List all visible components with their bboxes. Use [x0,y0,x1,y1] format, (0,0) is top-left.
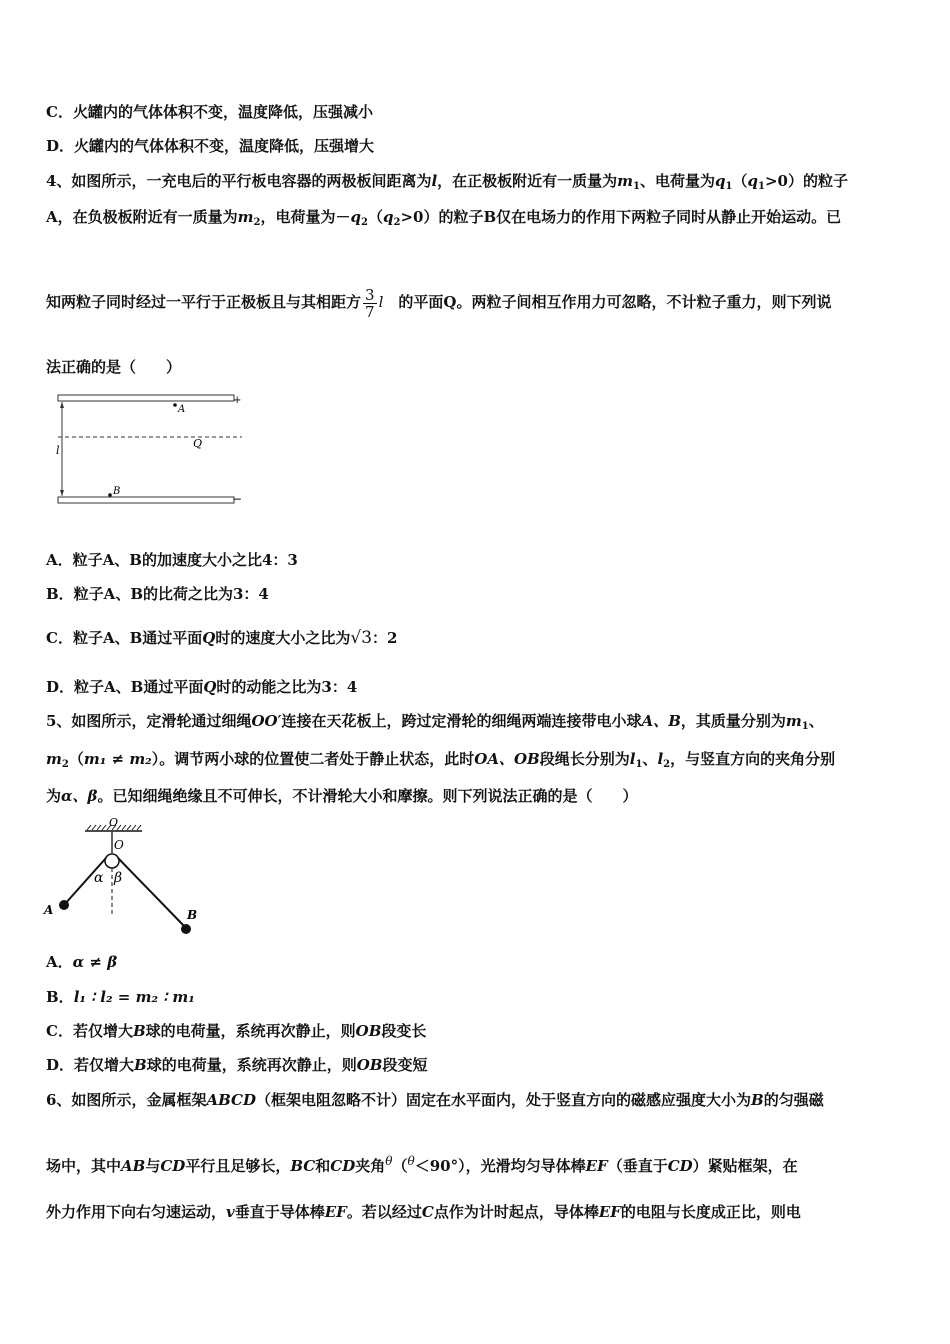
capacitor-figure [50,390,250,515]
plane-q-label: Q [193,437,203,450]
distance-label: l [56,444,60,457]
negative-plate [58,497,234,503]
particle-a [173,403,177,407]
q5-stem-line2: $m_2(m_1 \ne m_2)$。调节两小球的位置使二者处于静止状态，此时OA、OB段绳长分别为$l_1$、$l_2$，与竖直方向的夹角分别 [46,750,836,770]
q4-option-a: A．粒子A、B的加速度大小之比4：3 [46,551,298,569]
q6-stem-line2: 场中，其中AB与CD平行且足够长，BC和CD夹角$^\theta$（$^\theta$＜90°），光滑均匀导体棒EF（垂直于CD）紧贴框架，在 [46,1154,798,1175]
pulley-figure [40,815,210,940]
alpha-label: α [94,870,104,886]
o-top-label: O [109,816,119,829]
q4-stem-line3: 知两粒子同时经过一平行于正极板且与其相距方 $\frac{3}{7}$ l 的平面Q。两粒子间相互作用力可忽略，不计粒子重力，则下列说 [46,285,832,321]
fraction-3-7: $\frac{3}{7}$ [365,285,375,321]
arrow-down-head [60,490,64,496]
pulley [105,854,119,868]
q5-option-d: D．若仅增大B球的电荷量，系统再次静止，则OB段变短 [46,1056,428,1074]
particle-b-label: B [113,486,121,497]
q4-stem-line4: 法正确的是（ ） [46,358,182,376]
q3-option-d: D．火罐内的气体体积不变，温度降低，压强增大 [46,137,375,155]
q5-stem-line3: 为α、β。已知细绳绝缘且不可伸长，不计滑轮大小和摩擦。则下列说法正确的是（ ） [46,787,638,805]
q4-stem-line2: A，在负极板附近有一质量为$m_2$，电荷量为$-q_2(q_2>0)$的粒子B仅在电场力的作用下两粒子同时从静止开始运动。已 [46,208,842,228]
q4-option-b: B．粒子A、B的比荷之比为3：4 [46,585,269,603]
ball-b-label: B [187,908,198,922]
ball-b [181,924,191,934]
particle-a-label: A [178,404,186,415]
negative-sign: − [232,492,243,506]
rope-ob [118,858,186,928]
ball-a-label: A [44,903,54,917]
positive-plate [58,395,234,401]
beta-label: β [114,870,123,886]
q6-stem-line3: 外力作用下向右匀速运动，v垂直于导体棒EF。若以经过C点作为计时起点，导体棒EF的电阻与长度成正比，则电 [46,1203,801,1221]
o-pulley-label: O [114,838,124,852]
q5-option-a: A．α ≠ β [46,953,118,971]
q4-option-c: C．粒子A、B通过平面Q时的速度大小之比为√3：2 [46,628,398,648]
q4-option-d: D．粒子A、B通过平面Q时的动能之比为3：4 [46,678,358,696]
q4-stem-line1: 4、如图所示，一充电后的平行板电容器的两极板间距离为l，在正极板附近有一质量为$m_1$、电荷量为$q_1(q_1>0)$的粒子 [46,172,848,192]
q6-stem-line1: 6、如图所示，金属框架ABCD（框架电阻忽略不计）固定在水平面内，处于竖直方向的磁感应强度大小为B的匀强磁 [46,1091,824,1109]
arrow-up-head [60,402,64,408]
particle-b [108,493,112,497]
q5-option-c: C．若仅增大B球的电荷量，系统再次静止，则OB段变长 [46,1022,427,1040]
q5-option-b: B．l₁ ∶ l₂ = m₂ ∶ m₁ [46,988,195,1006]
ball-a [59,900,69,910]
positive-sign: + [233,395,242,406]
q5-stem-line1: 5、如图所示，定滑轮通过细绳OO′连接在天花板上，跨过定滑轮的细绳两端连接带电小球A、B，其质量分别为$m_1$、 [46,712,824,732]
q3-option-c: C．火罐内的气体体积不变，温度降低，压强减小 [46,103,373,121]
